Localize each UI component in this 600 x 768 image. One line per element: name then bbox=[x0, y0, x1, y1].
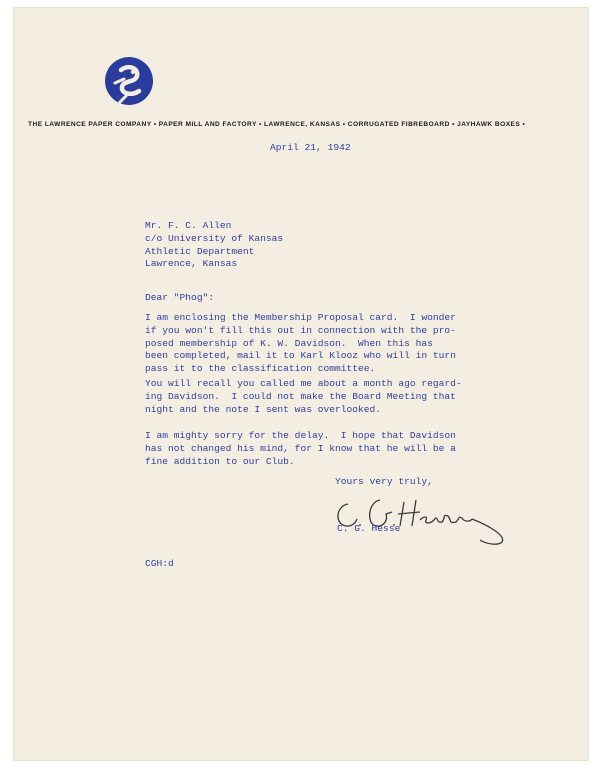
letterhead-line: THE LAWRENCE PAPER COMPANY • PAPER MILL AND FACTORY • LAWRENCE, KANSAS • CORRUGATED FIBREBOARD • JAYHAWK BOXES • bbox=[28, 121, 526, 128]
body-paragraph-1: I am enclosing the Membership Proposal card. I wonder if you won't fill this out in connection with the pro- posed membership of K. W. Davidson. When this has been completed, mail it to Karl Klooz who will in turn pass it to the classification committee. bbox=[145, 312, 456, 375]
company-seal-logo bbox=[104, 56, 154, 106]
salutation: Dear "Phog": bbox=[145, 292, 215, 303]
closing: Yours very truly, bbox=[335, 476, 433, 487]
reference-initials: CGH:d bbox=[145, 558, 174, 569]
body-paragraph-2: You will recall you called me about a month ago regard- ing Davidson. I could not make the Board Meeting that night and the note I sent was overlooked. bbox=[145, 378, 462, 415]
body-paragraph-3: I am mighty sorry for the delay. I hope that Davidson has not changed his mind, for I know that he will be a fine addition to our Club. bbox=[145, 430, 456, 467]
letter-date: April 21, 1942 bbox=[270, 142, 351, 153]
recipient-dept: Athletic Department bbox=[145, 245, 255, 257]
handwritten-signature bbox=[330, 486, 510, 548]
recipient-name: Mr. F. C. Allen bbox=[145, 220, 232, 231]
recipient-city: Lawrence, Kansas bbox=[145, 258, 238, 270]
recipient-org: c/o University of Kansas bbox=[145, 232, 284, 244]
signer-name: C. G. Hesse bbox=[337, 523, 401, 534]
recipient-address bbox=[145, 220, 283, 271]
